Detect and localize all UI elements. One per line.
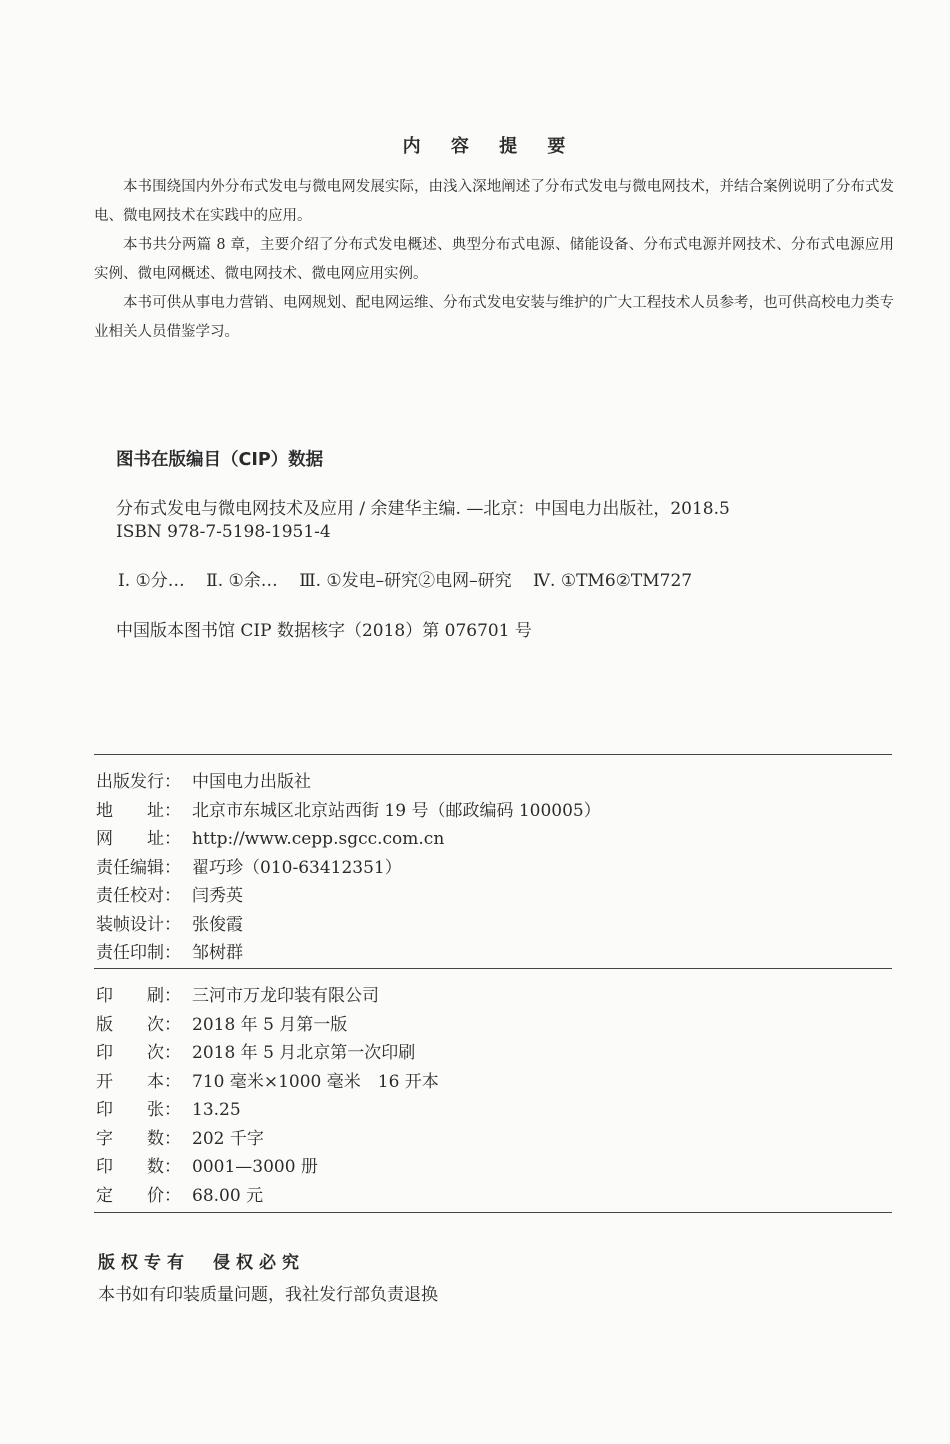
info-row bbox=[96, 825, 601, 854]
info-label: 开 本： bbox=[96, 1071, 181, 1092]
info-row bbox=[96, 768, 601, 797]
info-label: 出版发行： bbox=[96, 772, 181, 792]
summary-paragraph: 本书围绕国内外分布式发电与微电网发展实际，由浅入深地阐述了分布式发电与微电网技术，并结合案例说明了分布式发电、微电网技术在实践中的应用。 bbox=[94, 179, 894, 224]
cip-class-item: Ⅱ. ①余… bbox=[206, 571, 278, 591]
info-label: 装帧设计： bbox=[96, 914, 181, 935]
cip-classification bbox=[118, 566, 708, 591]
cip-book-line: 分布式发电与微电网技术及应用 / 余建华主编. —北京：中国电力出版社，2018.5 bbox=[116, 499, 730, 519]
publisher-info bbox=[96, 768, 601, 968]
cip-class-item: Ⅳ. ①TM6②TM727 bbox=[533, 571, 693, 591]
cip-record: 中国版本图书馆 CIP 数据核字（2018）第 076701 号 bbox=[116, 621, 532, 641]
info-value: 翟巧珍（010-63412351） bbox=[192, 857, 402, 878]
info-label: 印 张： bbox=[96, 1100, 181, 1120]
info-label: 网 址： bbox=[96, 829, 181, 849]
divider bbox=[94, 1212, 892, 1213]
info-row bbox=[96, 854, 601, 883]
info-row bbox=[96, 882, 601, 911]
info-row bbox=[96, 1182, 439, 1211]
info-label: 地 址： bbox=[96, 800, 181, 821]
info-label: 责任印制： bbox=[96, 943, 181, 963]
info-label: 版 次： bbox=[96, 1014, 181, 1035]
summary-heading: 内 容 提 要 bbox=[402, 136, 578, 157]
info-row bbox=[96, 911, 601, 940]
cip-title: 图书在版编目（CIP）数据 bbox=[116, 450, 324, 470]
info-label: 字 数： bbox=[96, 1128, 181, 1149]
info-value: 闫秀英 bbox=[192, 886, 243, 906]
info-value: 北京市东城区北京站西街 19 号（邮政编码 100005） bbox=[192, 800, 601, 821]
info-row bbox=[96, 1153, 439, 1182]
copyright-title: 版权专有 侵权必究 bbox=[98, 1253, 305, 1273]
info-value: 202 千字 bbox=[192, 1128, 264, 1149]
info-value: 0001—3000 册 bbox=[192, 1157, 318, 1177]
cip-class-item: Ⅲ. ①发电–研究②电网–研究 bbox=[299, 571, 512, 591]
cip-isbn: ISBN 978-7-5198-1951-4 bbox=[116, 522, 331, 542]
info-value: 三河市万龙印装有限公司 bbox=[192, 986, 379, 1006]
print-info bbox=[96, 982, 439, 1210]
summary-paragraph: 本书可供从事电力营销、电网规划、配电网运维、分布式发电安装与维护的广大工程技术人员参考，也可供高校电力类专业相关人员借鉴学习。 bbox=[94, 295, 894, 340]
info-row bbox=[96, 1039, 439, 1068]
info-value: 68.00 元 bbox=[192, 1185, 264, 1206]
divider bbox=[94, 754, 892, 755]
summary-paragraph: 本书共分两篇 8 章，主要介绍了分布式发电概述、典型分布式电源、储能设备、分布式电源并网技术、分布式电源应用实例、微电网概述、微电网技术、微电网应用实例。 bbox=[94, 237, 894, 282]
website-link[interactable]: http://www.cepp.sgcc.com.cn bbox=[192, 829, 445, 849]
info-row bbox=[96, 982, 439, 1011]
info-value: 张俊霞 bbox=[192, 914, 243, 935]
info-row bbox=[96, 797, 601, 826]
info-label: 责任校对： bbox=[96, 886, 181, 906]
info-label: 印 数： bbox=[96, 1157, 181, 1177]
cip-class-item: Ⅰ. ①分… bbox=[118, 571, 185, 591]
info-row bbox=[96, 1096, 439, 1125]
summary-body bbox=[94, 173, 894, 347]
info-value: 中国电力出版社 bbox=[192, 772, 311, 792]
copyright-note: 本书如有印装质量问题，我社发行部负责退换 bbox=[98, 1285, 438, 1305]
divider bbox=[94, 968, 892, 969]
info-label: 定 价： bbox=[96, 1185, 181, 1206]
info-value: 邹树群 bbox=[192, 943, 243, 963]
info-value: 710 毫米×1000 毫米 16 开本 bbox=[192, 1071, 439, 1092]
info-label: 责任编辑： bbox=[96, 857, 181, 878]
info-row bbox=[96, 939, 601, 968]
info-label: 印 次： bbox=[96, 1043, 181, 1063]
info-row bbox=[96, 1125, 439, 1154]
info-row bbox=[96, 1011, 439, 1040]
info-value: 2018 年 5 月北京第一次印刷 bbox=[192, 1043, 416, 1063]
info-value: 13.25 bbox=[192, 1100, 241, 1120]
info-value: 2018 年 5 月第一版 bbox=[192, 1014, 348, 1035]
info-label: 印 刷： bbox=[96, 986, 181, 1006]
info-row bbox=[96, 1068, 439, 1097]
